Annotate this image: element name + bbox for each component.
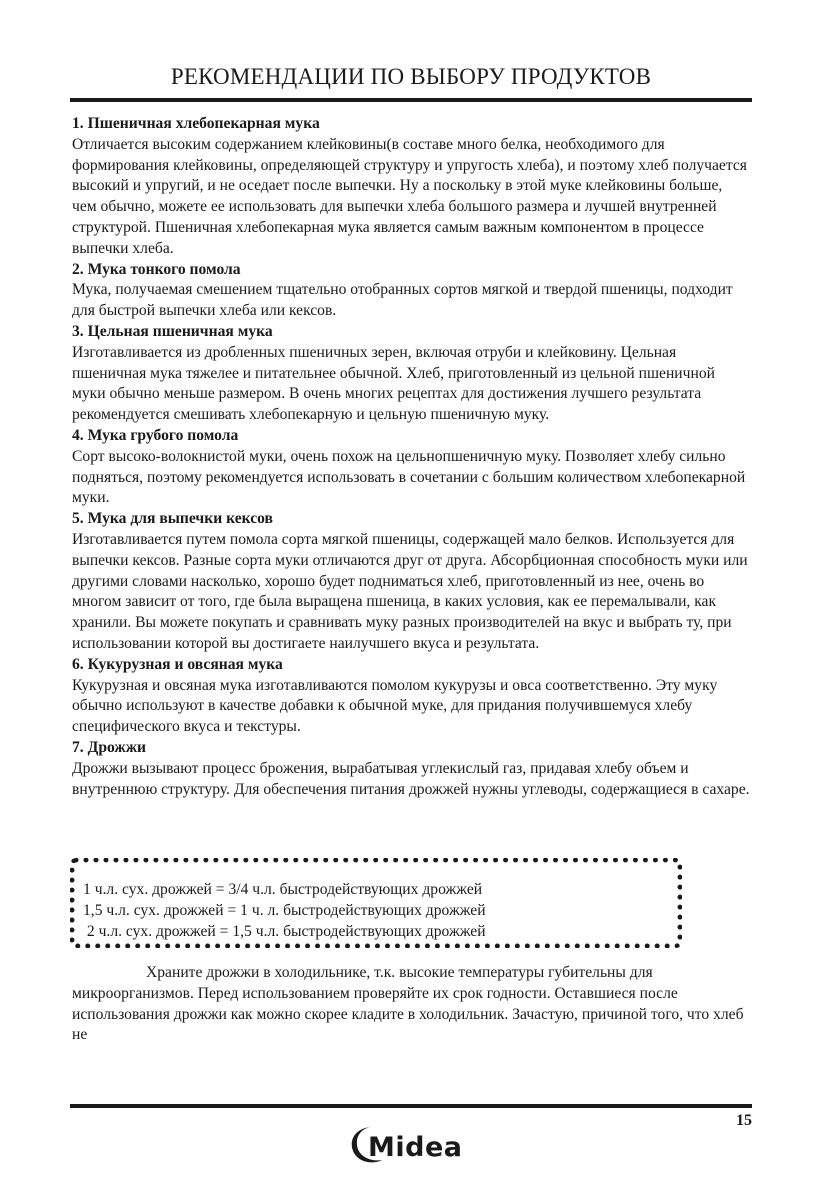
section-text: Изготавливается путем помола сорта мягкой пшеницы, содержащей мало белков. Используется для выпечки кексов. Разные сорта муки отличаются друг от друга. Абсорбционная способность муки или другими словами насколько, хорошо будет подниматься хлеб, приготовленный из нее, очень во многом зависит от того, где была выращена пшеница, в каких условия, как ее перемалывали, как хранили. Вы можете покупать и сравнивать муку разных производителей на вкус и выбрать ту, при использовании которой вы достигаете наилучшего вкуса и результата.: [72, 530, 748, 652]
section-text: Изготавливается из дробленных пшеничных зерен, включая отруби и клейковину. Цельная пшеничная мука тяжелее и питательнее обычной. Хлеб, приготовленный из цельной пшеничной муки обычно меньше размером. В очень многих рецептах для достижения лучшего результата рекомендуется смешивать хлебопекарную и цельную пшеничную муку.: [72, 343, 715, 424]
storage-note: Храните дрожжи в холодильнике, т.к. высокие температуры губительны для микроорганизмов. Перед использованием проверяйте их срок годности. Оставшиеся после использования дрожжи как можно скорее кладите в холодильник. Зачастую, причиной того, что хлеб не: [72, 964, 744, 1044]
yeast-conversion-line: 1,5 ч.л. сух. дрожжей = 1 ч. л. быстродействующих дрожжей: [83, 902, 486, 919]
section-heading: 6. Кукурузная и овсяная мука: [72, 655, 283, 673]
section-text: Мука, получаемая смешением тщательно отобранных сортов мягкой и твердой пшеницы, подходит для быстрой выпечки хлеба или кексов.: [72, 281, 733, 320]
header-divider: [70, 98, 752, 102]
section-whole-wheat-flour: [72, 322, 750, 426]
section-heading: 4. Мука грубого помола: [72, 426, 239, 444]
section-coarse-flour: [72, 426, 750, 509]
midea-logo: [346, 1118, 476, 1170]
section-yeast: [72, 738, 750, 800]
section-text: Сорт высоко-волокнистой муки, очень похож на цельнопшеничную муку. Позволяет хлебу сильно подняться, поэтому рекомендуется использовать в сочетании с большим количеством хлебопекарной муки.: [72, 447, 746, 507]
section-heading: 3. Цельная пшеничная мука: [72, 322, 273, 340]
section-fine-flour: [72, 260, 750, 322]
yeast-conversion-box: [70, 858, 682, 948]
section-heading: 7. Дрожжи: [72, 738, 147, 756]
footer-divider: [70, 1104, 752, 1108]
section-cake-flour: [72, 509, 750, 655]
section-text: Кукурузная и овсяная мука изготавливаются помолом кукурузы и овса соответственно. Эту муку обычно используют в качестве добавки к обычной муке, для придания получившемуся хлебу специфического вкуса и текстуры.: [72, 676, 718, 736]
section-bread-flour: [72, 114, 750, 260]
section-heading: 1. Пшеничная хлебопекарная мука: [72, 115, 320, 132]
yeast-conversion-line: 1 ч.л. сух. дрожжей = 3/4 ч.л. быстродействующих дрожжей: [83, 881, 483, 898]
main-content: [72, 114, 750, 800]
yeast-conversion-line: 2 ч.л. сух. дрожжей = 1,5 ч.л. быстродействующих дрожжей: [83, 923, 486, 940]
section-text: Дрожжи вызывают процесс брожения, вырабатывая углекислый газ, придавая хлебу объем и внутреннюю структуру. Для обеспечения питания дрожжей нужны углеводы, содержащиеся в сахаре.: [72, 759, 750, 798]
page-number: 15: [736, 1112, 752, 1129]
logo-wordmark: Midea: [368, 1132, 463, 1163]
section-text: Отличается высоким содержанием клейковины(в составе много белка, необходимого для формирования клейковины, определяющей структуру и упругость хлеба), и поэтому хлеб получается высокий и упругий, и не оседает после выпечки. Ну а поскольку в этой муке клейковины больше, чем обычно, можете ее использовать для выпечки хлеба большого размера и лучшей внутренней структурой. Пшеничная хлебопекарная мука является самым важным компонентом в процессе выпечки хлеба.: [72, 135, 747, 257]
section-heading: 5. Мука для выпечки кексов: [72, 510, 273, 528]
section-heading: 2. Мука тонкого помола: [72, 260, 241, 278]
page-title: РЕКОМЕНДАЦИИ ПО ВЫБОРУ ПРОДУКТОВ: [170, 64, 652, 89]
section-corn-oat-flour: [72, 655, 750, 738]
